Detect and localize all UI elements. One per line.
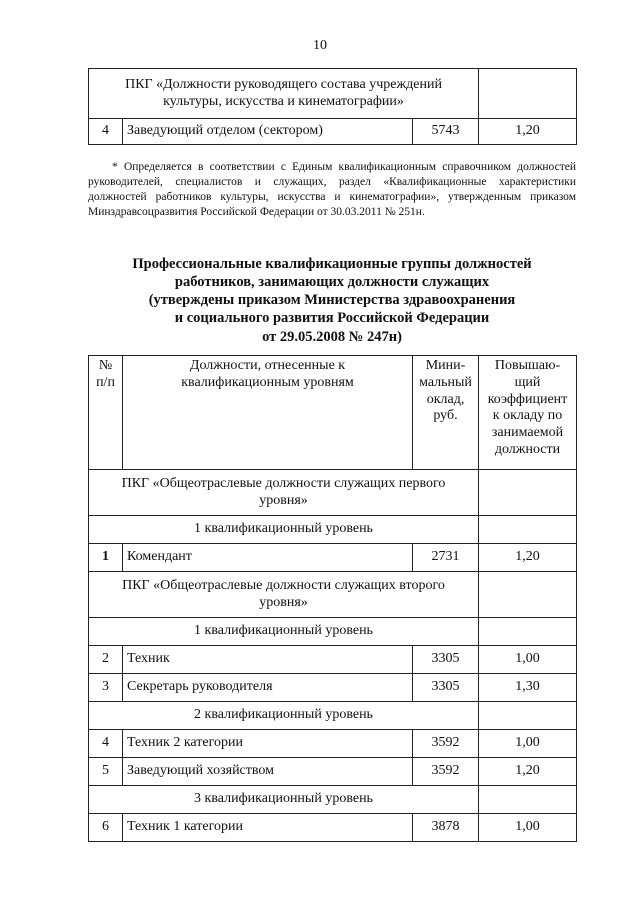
header-row bbox=[89, 356, 577, 470]
group-title-row bbox=[89, 69, 577, 119]
group-title-line: уровня» bbox=[259, 594, 308, 610]
header-text: квалификационным уровням bbox=[181, 374, 354, 390]
header-text: Мини- bbox=[425, 358, 466, 373]
coefficient-value: 1,20 bbox=[479, 544, 577, 572]
header-number bbox=[89, 356, 123, 470]
header-text: № bbox=[98, 358, 113, 373]
header-text: п/п bbox=[96, 374, 115, 390]
main-table bbox=[88, 355, 577, 842]
row-number: 3 bbox=[89, 674, 123, 702]
table-row bbox=[89, 544, 577, 572]
group-title-row bbox=[89, 572, 577, 618]
coefficient-value: 1,30 bbox=[479, 674, 577, 702]
position-name: Комендант bbox=[123, 544, 413, 572]
top-table bbox=[88, 68, 577, 145]
group-title-line: ПКГ «Общеотраслевые должности служащих второго bbox=[122, 577, 445, 593]
header-text: к окладу по bbox=[492, 408, 563, 424]
table-row bbox=[89, 646, 577, 674]
header-text: щий bbox=[514, 374, 541, 390]
row-number: 1 bbox=[89, 544, 123, 572]
coefficient-value: 1,20 bbox=[479, 119, 577, 145]
heading-line: и социального развития Российской Федерации bbox=[174, 310, 490, 327]
table-row bbox=[89, 119, 577, 145]
level-row bbox=[89, 516, 577, 544]
position-name: Техник bbox=[123, 646, 413, 674]
coefficient-value: 1,00 bbox=[479, 730, 577, 758]
row-number: 4 bbox=[89, 730, 123, 758]
empty-cell bbox=[479, 470, 577, 516]
group-title-line: культуры, искусства и кинематографии» bbox=[163, 93, 404, 109]
heading-line: от 29.05.2008 № 247н) bbox=[262, 328, 402, 345]
group-title-cell bbox=[89, 69, 479, 119]
coefficient-value: 1,20 bbox=[479, 758, 577, 786]
heading-line: Профессиональные квалификационные группы должностей bbox=[132, 256, 532, 272]
heading-line: (утверждены приказом Министерства здравоохранения bbox=[148, 292, 516, 309]
row-number: 4 bbox=[89, 119, 123, 145]
group-title-row bbox=[89, 470, 577, 516]
level-title: 1 квалификационный уровень bbox=[89, 618, 479, 646]
salary-value: 3592 bbox=[413, 758, 479, 786]
empty-cell bbox=[479, 69, 577, 119]
header-text: Повышаю- bbox=[494, 358, 561, 373]
group-title-cell bbox=[89, 470, 479, 516]
empty-cell bbox=[479, 702, 577, 730]
section-heading bbox=[88, 255, 576, 346]
level-title: 1 квалификационный уровень bbox=[89, 516, 479, 544]
table-row bbox=[89, 730, 577, 758]
empty-cell bbox=[479, 572, 577, 618]
group-title-line: ПКГ «Общеотраслевые должности служащих первого bbox=[121, 475, 446, 491]
position-name: Секретарь руководителя bbox=[123, 674, 413, 702]
header-text: Должности, отнесенные к bbox=[189, 358, 346, 373]
position-name: Заведующий хозяйством bbox=[123, 758, 413, 786]
header-text: занимаемой bbox=[491, 425, 564, 441]
header-position bbox=[123, 356, 413, 470]
salary-value: 5743 bbox=[413, 119, 479, 145]
header-text: оклад, bbox=[426, 391, 465, 407]
header-text: мальный bbox=[419, 374, 472, 390]
group-title-cell bbox=[89, 572, 479, 618]
group-title-line: уровня» bbox=[259, 492, 308, 508]
salary-value: 3305 bbox=[413, 646, 479, 674]
salary-value: 2731 bbox=[413, 544, 479, 572]
header-text: должности bbox=[494, 441, 561, 457]
position-name: Техник 1 категории bbox=[123, 814, 413, 842]
empty-cell bbox=[479, 618, 577, 646]
empty-cell bbox=[479, 786, 577, 814]
table-row bbox=[89, 758, 577, 786]
position-name: Заведующий отделом (сектором) bbox=[123, 119, 413, 145]
position-name: Техник 2 категории bbox=[123, 730, 413, 758]
level-title: 2 квалификационный уровень bbox=[89, 702, 479, 730]
row-number: 5 bbox=[89, 758, 123, 786]
salary-value: 3305 bbox=[413, 674, 479, 702]
coefficient-value: 1,00 bbox=[479, 646, 577, 674]
table-row bbox=[89, 814, 577, 842]
level-row bbox=[89, 786, 577, 814]
group-title-line: ПКГ «Должности руководящего состава учреждений bbox=[125, 76, 442, 92]
level-row bbox=[89, 618, 577, 646]
page-number: 10 bbox=[313, 38, 327, 53]
coefficient-value: 1,00 bbox=[479, 814, 577, 842]
header-text: коэффициент bbox=[487, 391, 568, 407]
salary-value: 3878 bbox=[413, 814, 479, 842]
row-number: 2 bbox=[89, 646, 123, 674]
table-row bbox=[89, 674, 577, 702]
empty-cell bbox=[479, 516, 577, 544]
level-title: 3 квалификационный уровень bbox=[89, 786, 479, 814]
row-number: 6 bbox=[89, 814, 123, 842]
footnote: * Определяется в соответствии с Единым квалификационным справочником должностей руководителей, специалистов и служащих, раздел «Квалификационные характеристики должностей работников культуры, искусства и кинематографии», утвержденным приказом Минздравсоцразвития Российской Федерации от 30.03.2011 № 251н. bbox=[88, 161, 576, 218]
header-salary bbox=[413, 356, 479, 470]
salary-value: 3592 bbox=[413, 730, 479, 758]
header-coefficient bbox=[479, 356, 577, 470]
heading-line: работников, занимающих должности служащих bbox=[174, 274, 490, 291]
header-text: руб. bbox=[433, 408, 458, 424]
level-row bbox=[89, 702, 577, 730]
